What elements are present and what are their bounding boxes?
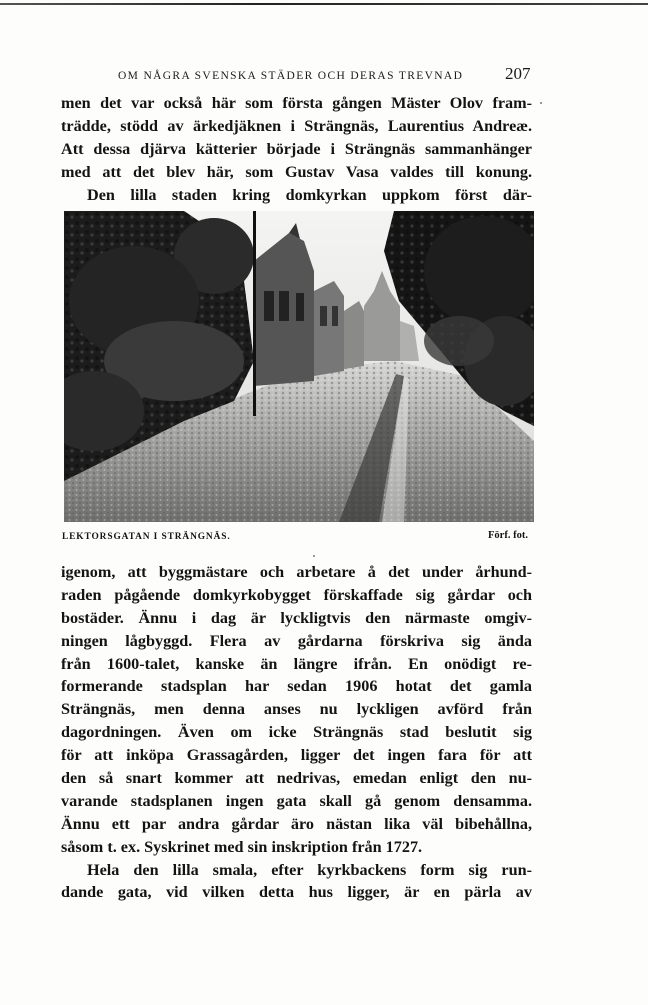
text-line: dande gata, vid vilken detta hus ligger, är en pärla av (61, 883, 532, 902)
text-line: Strängnäs, men denna anses nu lyckligen avförd från (61, 700, 532, 719)
photo-credit: Förf. fot. (488, 530, 528, 541)
text-line: men det var också här som första gången Mäster Olov fram- (61, 94, 532, 112)
text-line: dagordningen. Även om icke Strängnäs stad beslutit sig (61, 723, 532, 742)
text-line: raden pågående domkyrkobygget förskaffade sig gårdar och (61, 585, 532, 604)
figure-caption: LEKTORSGATAN I STRÄNGNÄS. (62, 532, 231, 542)
text-line: Ännu ett par andra gårdar äro nästan lika väl bibehållna, (61, 814, 532, 833)
paragraph-bottom (61, 561, 532, 904)
top-edge-rule (0, 3, 648, 5)
street-photograph (64, 211, 534, 522)
text-line: Den lilla staden kring domkyrkan uppkom först där- (87, 185, 532, 204)
text-line: bostäder. Ännu i dag är lyckligtvis den närmaste omgiv- (61, 608, 532, 627)
print-speck (540, 102, 542, 104)
text-line: trädde, stödd av ärkedjäknen i Strängnäs, Laurentius Andreæ. (61, 116, 532, 135)
text-line: igenom, att byggmästare och arbetare å det under århund- (61, 563, 532, 581)
text-line: ningen lågbyggd. Flera av gårdarna förskriva sig ända (61, 631, 532, 650)
running-header: OM NÅGRA SVENSKA STÄDER OCH DERAS TREVNAD (118, 70, 464, 82)
text-line: såsom t. ex. Syskrinet med sin inskription från 1727. (61, 837, 423, 856)
text-line: formerande stadsplan har sedan 1906 hotat det gamla (61, 677, 532, 696)
text-line: med att det blev här, som Gustav Vasa valdes till konung. (61, 162, 532, 181)
text-line: från 1600-talet, kanske än längre ifrån. En onödigt re- (61, 654, 532, 673)
print-speck (313, 555, 315, 557)
text-line: den så snart kommer att nedrivas, emedan enligt den nu- (61, 769, 532, 788)
text-line: för att inköpa Grassagården, ligger det ingen fara för att (61, 746, 532, 765)
text-line: Att dessa djärva kätterier började i Strängnäs sammanhänger (61, 139, 532, 158)
text-line: Hela den lilla smala, efter kyrkbackens form sig run- (87, 860, 532, 879)
page-number: 207 (505, 64, 531, 83)
text-line: varande stadsplanen ingen gata skall gå genom densamma. (61, 791, 532, 810)
paragraph-top (61, 92, 532, 206)
